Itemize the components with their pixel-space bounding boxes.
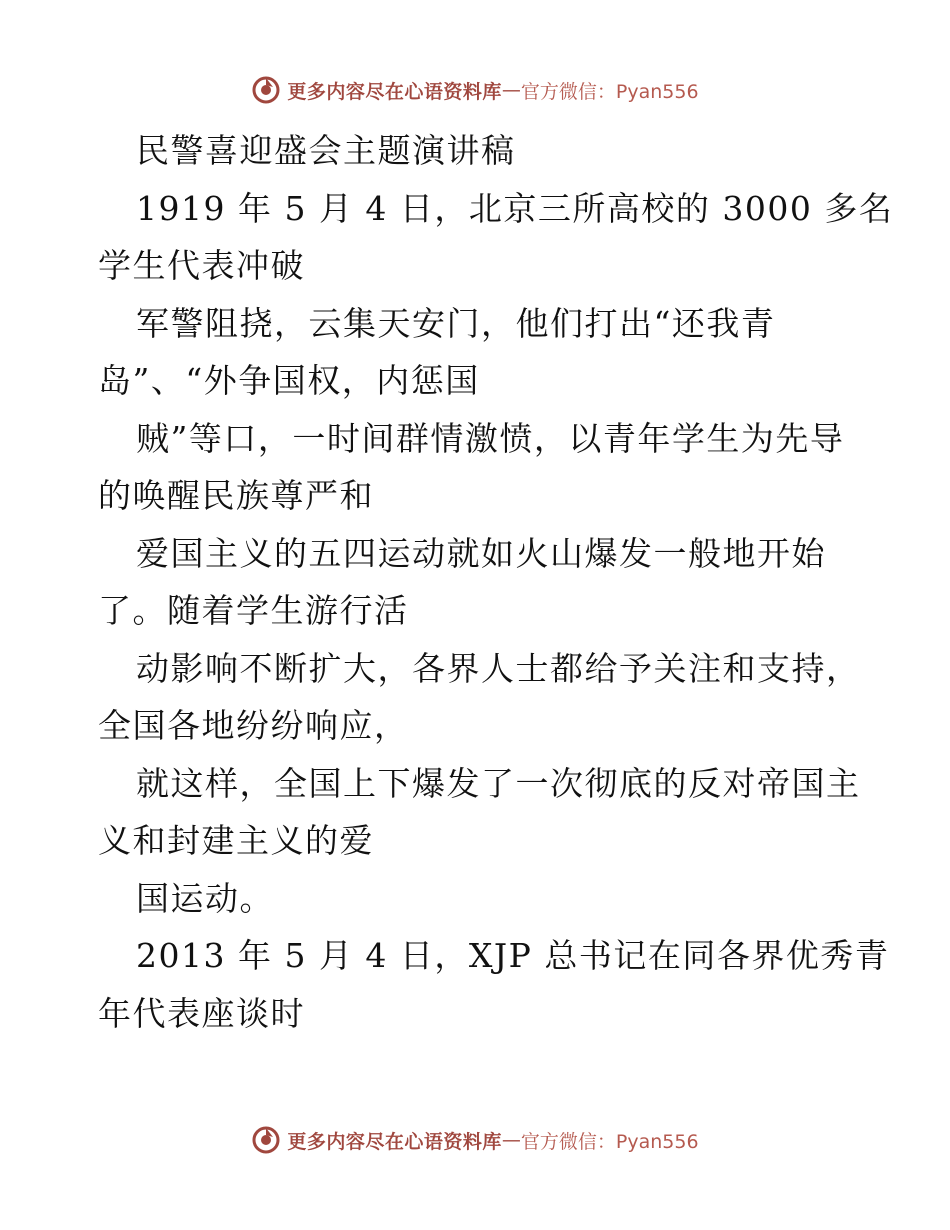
banner-separator: — [501,79,521,101]
paragraph-line: 义和封建主义的爱 [98,821,374,860]
document-title: 民警喜迎盛会主题演讲稿 [136,131,516,170]
header-banner [0,70,950,110]
document-body [98,122,894,1042]
footer-banner [0,1120,950,1160]
brand-logo-icon [251,75,281,105]
banner-wechat: 官方微信：Pyan556 [520,80,699,103]
brand-logo-icon [251,1125,281,1155]
paragraph-line: 了。随着学生游行活 [98,591,409,630]
paragraph-line: 全国各地纷纷响应， [98,706,409,745]
paragraph-line: 的唤醒民族尊严和 [98,476,374,515]
paragraph-line: 就这样，全国上下爆发了一次彻底的反对帝国主 [136,763,861,803]
paragraph-line: 学生代表冲破 [98,246,305,285]
paragraph-line: 贼”等口，一时间群情激愤，以青年学生为先导 [136,418,845,458]
paragraph-line: 1919 年 5 月 4 日，北京三所高校的 3000 多名 [136,188,894,228]
banner-separator: — [501,1129,521,1151]
paragraph-line: 年代表座谈时 [98,993,305,1033]
banner-title: 更多内容尽在心语资料库 [287,1130,502,1153]
paragraph-line: 国运动。 [136,878,274,918]
banner-wechat: 官方微信：Pyan556 [520,1130,699,1153]
paragraph-line: 动影响不断扩大，各界人士都给予关注和支持， [136,648,861,688]
paragraph-line: 爱国主义的五四运动就如火山爆发一般地开始 [136,533,826,573]
paragraph-line: 岛”、“外争国权，内惩国 [98,361,480,400]
paragraph-line: 2013 年 5 月 4 日，XJP 总书记在同各界优秀青 [136,936,890,975]
paragraph-line: 军警阻挠，云集天安门，他们打出“还我青 [136,303,776,343]
banner-title: 更多内容尽在心语资料库 [287,80,502,103]
